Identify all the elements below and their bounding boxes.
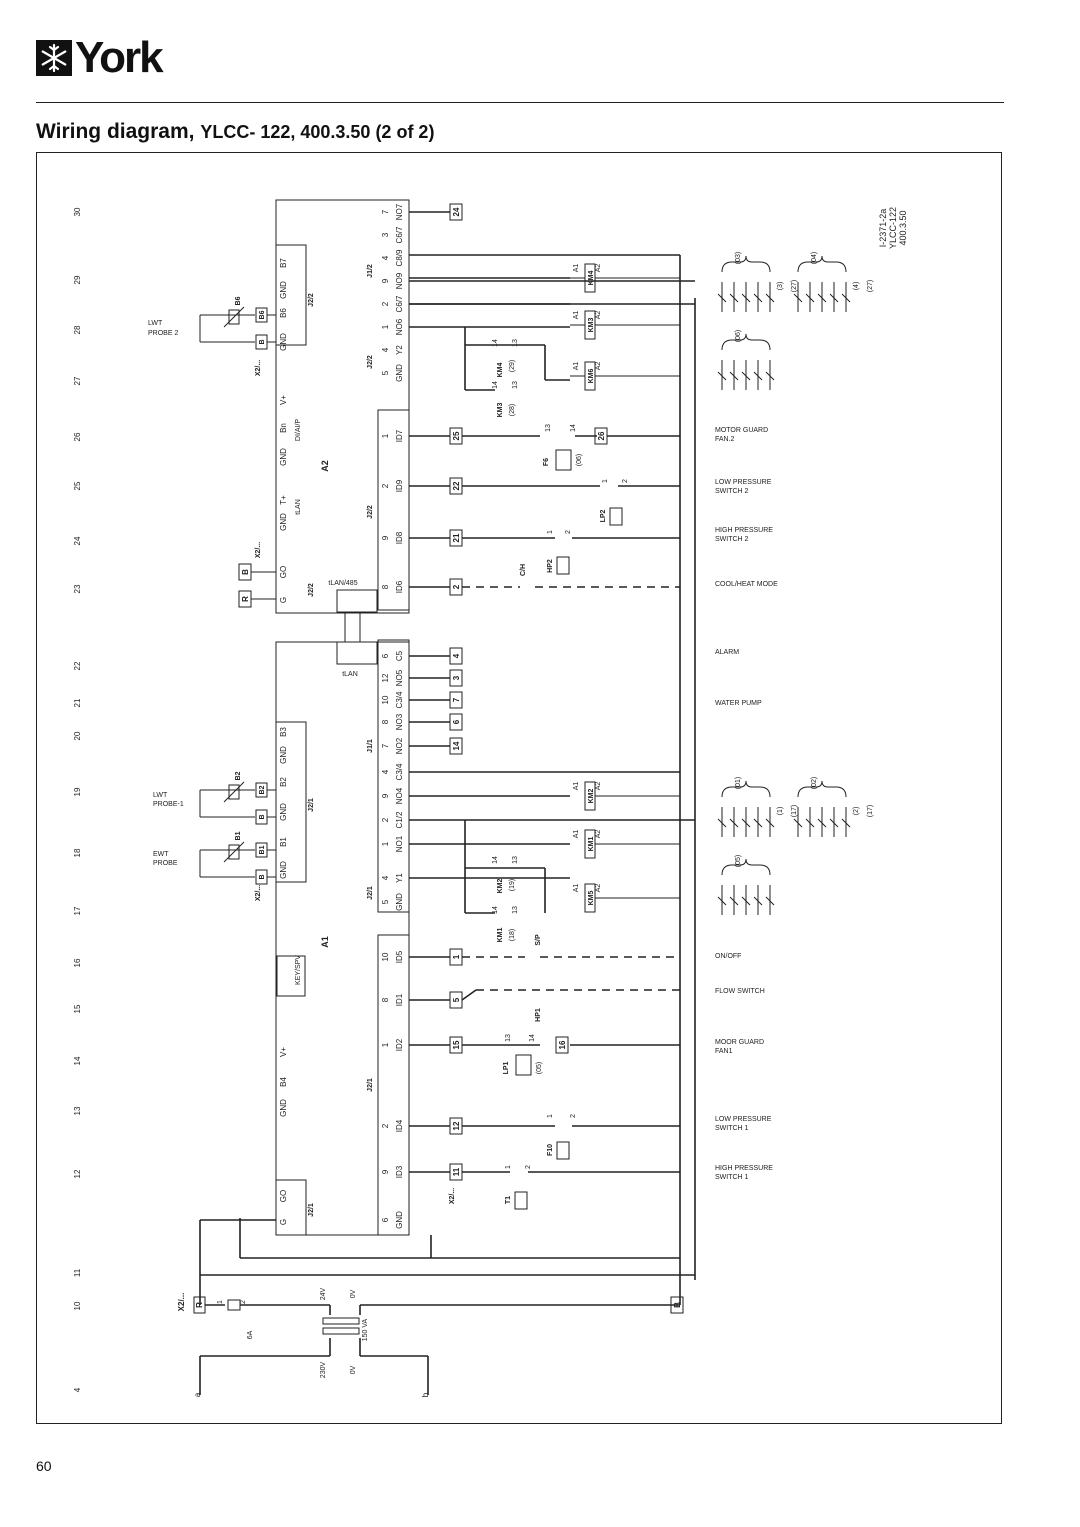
pin-signal: C6/7 (395, 295, 404, 313)
pressure-switch (515, 1192, 527, 1209)
contact-pin: 14 (492, 906, 499, 914)
function-label: LOW PRESSURE (715, 479, 772, 486)
input-block (378, 935, 409, 1235)
sensor-terminal: B (259, 814, 266, 820)
pin-number: 5 (381, 899, 390, 905)
contact-ref: (05) (735, 854, 742, 868)
grid-number: 19 (73, 787, 82, 797)
pin-number: 4 (381, 875, 390, 881)
transformer-core (323, 1328, 359, 1334)
terminal-label: 7 (452, 697, 461, 703)
contact-ref: (27) (791, 279, 798, 293)
contact-brace (722, 859, 770, 875)
contact-label: KM4 (497, 362, 504, 378)
function-label: ON/OFF (715, 953, 742, 960)
grid-number: 10 (73, 1301, 82, 1311)
terminal-label: R (241, 596, 250, 602)
coil-pin: A2 (595, 781, 602, 791)
board-signal: V+ (279, 394, 288, 406)
switch-pin: 1 (547, 530, 554, 534)
contact-ref: (28) (509, 403, 516, 417)
fuse-box (556, 450, 571, 470)
rating-label: 0V (350, 1365, 357, 1375)
terminal-label: B (241, 569, 250, 575)
contactor-label: KM5 (588, 890, 595, 906)
terminal-label: 6 (452, 719, 461, 725)
pin-number: 7 (381, 743, 390, 749)
board-signal: V+ (279, 1046, 288, 1058)
board-signal: GND (279, 803, 288, 821)
contactor-label: KM4 (588, 270, 595, 286)
pin-number: 9 (381, 535, 390, 541)
function-label: FAN1 (715, 1048, 733, 1055)
component-label: LP1 (503, 1061, 510, 1075)
grid-number: 20 (73, 731, 82, 741)
contact-brace (722, 334, 770, 350)
connector-label: J2/1 (367, 886, 374, 900)
input-block (378, 410, 409, 610)
grid-number: 21 (73, 698, 82, 708)
pin-number: 4 (381, 769, 390, 775)
probe-label: EWT (153, 851, 169, 858)
contact-ref: (2) (853, 806, 860, 816)
pin-number: 8 (381, 997, 390, 1003)
contactor-label: KM6 (588, 368, 595, 384)
terminal-label: 11 (452, 1167, 461, 1177)
grid-number: 18 (73, 848, 82, 858)
pin-signal: C1/2 (395, 811, 404, 829)
pin-number: 1 (381, 324, 390, 330)
contact-pin: 13 (512, 339, 519, 347)
component-label: T1 (505, 1195, 512, 1205)
board-a2-outline (276, 200, 409, 613)
pin-signal: Y1 (395, 873, 404, 883)
grid-number: 15 (73, 1004, 82, 1014)
sensor-terminal: B2 (259, 785, 266, 795)
page-number: 60 (36, 1458, 52, 1474)
pin-number: 6 (381, 653, 390, 659)
contact-label: KM3 (497, 402, 504, 418)
board-signal: GND (279, 861, 288, 879)
sensor-label: B2 (235, 771, 242, 781)
contact-ref: (02) (811, 776, 818, 790)
pin-signal: NO2 (395, 737, 404, 755)
board-signal: GO (279, 565, 288, 579)
contactor-label: KM3 (588, 317, 595, 333)
pin-number: 2 (381, 1123, 390, 1129)
contact-brace (722, 781, 770, 797)
pin-number: 8 (381, 719, 390, 725)
pin-number: 1 (381, 1042, 390, 1048)
pin-number: 10 (381, 952, 390, 962)
grid-number: 16 (73, 958, 82, 968)
probe-label: PROBE 2 (148, 330, 179, 337)
connector-label: J2/2 (367, 355, 374, 369)
pin-signal: C8/9 (395, 249, 404, 267)
pin-signal: ID8 (395, 531, 404, 545)
switch-pin: 2 (622, 479, 629, 483)
terminal-label: 3 (452, 675, 461, 681)
fuse-box (228, 1300, 240, 1310)
grid-number: 12 (73, 1169, 82, 1179)
pin-number: 9 (381, 1169, 390, 1175)
coil-pin: A1 (573, 361, 580, 371)
pin-number: 2 (381, 817, 390, 823)
transformer-core (323, 1318, 359, 1324)
terminal-label: 22 (452, 481, 461, 491)
component-label: LP2 (600, 509, 607, 523)
switch-pin: 1 (547, 1114, 554, 1118)
pin-signal: GND (395, 1211, 404, 1229)
pin-signal: GND (395, 893, 404, 911)
fuse-box (516, 1055, 531, 1075)
pin-signal: ID9 (395, 479, 404, 493)
pin-number: 2 (381, 483, 390, 489)
probe-connector (276, 722, 306, 882)
contact-ref: (01) (735, 776, 742, 790)
terminal-label: 26 (597, 431, 606, 441)
grid-number: 26 (73, 432, 82, 442)
x2-label: X2/... (255, 359, 262, 377)
tlan485-label: tLAN/485 (328, 580, 358, 587)
grid-number: 13 (73, 1106, 82, 1116)
sensor-label: B1 (235, 831, 242, 841)
grid-number: 29 (73, 275, 82, 285)
pin-number: 2 (240, 1300, 247, 1304)
pin-signal: NO3 (395, 713, 404, 731)
function-label: HIGH PRESSURE (715, 527, 773, 534)
contact-ref: (05) (536, 1061, 543, 1075)
pin-number: 4 (381, 255, 390, 261)
function-label: SWITCH 1 (715, 1174, 749, 1181)
x2-label: X2/... (177, 1292, 186, 1312)
terminal-label: B (673, 1302, 682, 1308)
pin-number: 8 (381, 584, 390, 590)
board-signal: T+ (279, 495, 288, 505)
coil-pin: A1 (573, 883, 580, 893)
function-label: SWITCH 2 (715, 488, 749, 495)
pin-signal: NO9 (395, 272, 404, 290)
pin-signal: GND (395, 364, 404, 382)
function-label: ALARM (715, 649, 740, 656)
tlan-connector (337, 590, 377, 612)
contact-pin: 14 (529, 1034, 536, 1042)
pin-number: 3 (381, 232, 390, 238)
function-label: FAN.2 (715, 436, 735, 443)
contact-brace (798, 256, 846, 272)
switch-pin: 1 (505, 1165, 512, 1169)
pin-signal: NO7 (395, 203, 404, 221)
coil-pin: A1 (573, 829, 580, 839)
board-signal: B6 (279, 308, 288, 318)
function-label: FLOW SWITCH (715, 988, 765, 995)
contact-pin: 14 (492, 381, 499, 389)
contact-ref: (18) (509, 928, 516, 942)
board-signal: GND (279, 281, 288, 299)
pin-signal: ID7 (395, 429, 404, 443)
tlan-connector (337, 642, 377, 664)
connector-label: J2/2 (308, 293, 315, 307)
probe-label: PROBE-1 (153, 801, 184, 808)
terminal-label: 12 (452, 1121, 461, 1131)
terminal-label: 16 (558, 1040, 567, 1050)
board-signal: GND (279, 513, 288, 531)
grid-number: 17 (73, 906, 82, 916)
pin-number: 7 (381, 209, 390, 215)
pin-signal: C6/7 (395, 226, 404, 244)
contact-ref: (29) (509, 359, 516, 373)
switch-pin: 1 (602, 479, 609, 483)
function-label: HIGH PRESSURE (715, 1165, 773, 1172)
coil-pin: A2 (595, 310, 602, 320)
coil-pin: A2 (595, 263, 602, 273)
pin-signal: NO1 (395, 835, 404, 853)
component-label: F6 (543, 457, 550, 467)
contact-ref: (19) (509, 878, 516, 892)
contact-ref: (06) (735, 329, 742, 343)
contact-label: KM1 (497, 927, 504, 943)
drawing-ref: I-2371-2a (878, 208, 888, 248)
contact-brace (798, 781, 846, 797)
pin-number: 10 (381, 695, 390, 705)
wire (462, 990, 476, 1000)
board-signal: G (279, 1218, 288, 1226)
contact-pin: 14 (492, 856, 499, 864)
board-signal: GND (279, 746, 288, 764)
board-signal: B4 (279, 1077, 288, 1087)
contact-label: KM2 (497, 878, 504, 894)
function-label: WATER PUMP (715, 700, 762, 707)
terminal-label: R (195, 1302, 204, 1308)
pin-signal: Y2 (395, 345, 404, 355)
function-label: MOTOR GUARD (715, 427, 769, 434)
terminal-label: 1 (452, 954, 461, 960)
contact-ref: (03) (735, 251, 742, 265)
coil-pin: A2 (595, 883, 602, 893)
terminal-label: 5 (452, 997, 461, 1003)
connector-label: J2/2 (367, 505, 374, 519)
function-label: COOL/HEAT MODE (715, 581, 778, 588)
rating-label: 150 VA (362, 1318, 369, 1342)
contact-pin: 13 (505, 1034, 512, 1042)
terminal-label: 15 (452, 1040, 461, 1050)
terminal-label: 14 (452, 741, 461, 751)
board-signal: GND (279, 333, 288, 351)
contact-pin: 14 (492, 339, 499, 347)
probe-label: LWT (153, 792, 168, 799)
pin-signal: NO4 (395, 787, 404, 805)
grid-number: 23 (73, 584, 82, 594)
grid-number: 11 (73, 1268, 82, 1278)
pin-signal: NO5 (395, 669, 404, 687)
switch-pin: 2 (525, 1165, 532, 1169)
contact-pin: 13 (512, 906, 519, 914)
grid-number: 4 (73, 1387, 82, 1393)
probe-label: PROBE (153, 860, 178, 867)
board-a2-label: A2 (320, 460, 330, 472)
board-signal: B1 (279, 837, 288, 847)
contact-ref: (17) (867, 804, 874, 818)
component-label: F10 (547, 1143, 554, 1157)
drawing-ref: YLCC-122 (888, 206, 898, 250)
switch-pin: 2 (570, 1114, 577, 1118)
pin-number: 2 (381, 301, 390, 307)
pin-number: 12 (381, 673, 390, 683)
pin-signal: ID2 (395, 1038, 404, 1052)
pin-signal: C3/4 (395, 763, 404, 781)
pin-signal: C5 (395, 650, 404, 662)
grid-number: 30 (73, 207, 82, 217)
terminal-label: 2 (452, 584, 461, 590)
coil-pin: A1 (573, 263, 580, 273)
contact-ref: (06) (576, 453, 583, 467)
supply-label: a (193, 1392, 202, 1398)
pressure-switch (557, 557, 569, 574)
coil-pin: A1 (573, 310, 580, 320)
supply-label: b (421, 1392, 430, 1398)
contact-ref: (27) (867, 279, 874, 293)
brand-name: York (75, 33, 162, 82)
pin-signal: ID3 (395, 1165, 404, 1179)
board-signal: GND (279, 1099, 288, 1117)
connector-label: J1/2 (367, 264, 374, 278)
function-label: SWITCH 2 (715, 536, 749, 543)
component-label: C/H (520, 563, 527, 577)
terminal-label: 21 (452, 533, 461, 543)
component-label: S/P (535, 934, 542, 946)
contact-ref: (3) (777, 281, 784, 291)
title-main: Wiring diagram, (36, 120, 195, 143)
switch-pin: 2 (565, 530, 572, 534)
coil-pin: A2 (595, 829, 602, 839)
power-connector (276, 1180, 306, 1235)
component-label: HP2 (547, 559, 554, 573)
pin-signal: NO6 (395, 318, 404, 336)
x2-label: X2/... (255, 884, 262, 902)
contact-ref: (4) (853, 281, 860, 291)
contact-pin: 13 (512, 856, 519, 864)
contact-brace (722, 256, 770, 272)
contactor-label: KM2 (588, 788, 595, 804)
function-label: MOOR GUARD (715, 1039, 764, 1046)
pin-signal: ID5 (395, 950, 404, 964)
sensor-terminal: B6 (259, 310, 266, 320)
terminal-label: 24 (452, 207, 461, 217)
pin-number: 4 (381, 347, 390, 353)
x2-label: X2/... (255, 541, 262, 559)
coil-pin: A2 (595, 361, 602, 371)
pin-signal: ID4 (395, 1119, 404, 1133)
probe-label: LWT (148, 320, 163, 327)
pin-number: 5 (381, 370, 390, 376)
pin-number: 6 (381, 1217, 390, 1223)
grid-number: 28 (73, 325, 82, 335)
connector-label: J2/1 (367, 1078, 374, 1092)
keyspv-label: KEY/SPV (295, 955, 302, 985)
pin-number: 1 (381, 433, 390, 439)
title-sub: YLCC- 122, 400.3.50 (2 of 2) (200, 122, 435, 142)
board-signal: B2 (279, 777, 288, 787)
contact-ref: (04) (811, 251, 818, 265)
board-signal: Bn (279, 423, 288, 433)
terminal-label: 4 (452, 653, 461, 659)
contactor-label: KM1 (588, 836, 595, 852)
connector-label: J2/1 (308, 1203, 315, 1217)
contact-ref: (17) (791, 804, 798, 818)
sensor-terminal: B1 (259, 845, 266, 855)
x2-label: X2/... (449, 1187, 456, 1205)
rating-label: 24V (320, 1287, 327, 1301)
pin-signal: ID6 (395, 580, 404, 594)
sensor-label: B6 (235, 296, 242, 306)
board-label: tLAN (295, 499, 302, 515)
function-label: SWITCH 1 (715, 1125, 749, 1132)
pin-number: 9 (381, 278, 390, 284)
tlan-label: tLAN (342, 671, 358, 678)
grid-number: 24 (73, 536, 82, 546)
terminal-label: 25 (452, 431, 461, 441)
connector-label: J2/1 (308, 798, 315, 812)
board-a1-label: A1 (320, 936, 330, 948)
grid-number: 27 (73, 376, 82, 386)
board-signal: B7 (279, 258, 288, 268)
pin-number: 9 (381, 793, 390, 799)
component-label: HP1 (535, 1008, 542, 1022)
grid-number: 22 (73, 661, 82, 671)
board-a1-outline (276, 642, 409, 1235)
pin-number: 1 (217, 1300, 224, 1304)
rating-label: 0V (350, 1289, 357, 1299)
contact-ref: (1) (777, 806, 784, 816)
contact-pin: 13 (545, 424, 552, 432)
drawing-ref: 400.3.50 (898, 210, 908, 246)
connector-label: J1/1 (367, 739, 374, 753)
coil-pin: A1 (573, 781, 580, 791)
pin-number: 1 (381, 841, 390, 847)
sensor-terminal: B (259, 874, 266, 880)
pressure-switch (557, 1142, 569, 1159)
grid-number: 14 (73, 1056, 82, 1066)
pin-signal: C3/4 (395, 691, 404, 709)
board-signal: G (279, 596, 288, 604)
connector-label: J2/2 (308, 583, 315, 597)
board-signal: B3 (279, 727, 288, 737)
rating-label: 6A (247, 1330, 254, 1340)
grid-number: 25 (73, 481, 82, 491)
contact-pin: 14 (570, 424, 577, 432)
sensor-terminal: B (259, 339, 266, 345)
board-label: DI/AI/P (295, 418, 302, 442)
board-signal: GO (279, 1189, 288, 1203)
function-label: LOW PRESSURE (715, 1116, 772, 1123)
contact-pin: 13 (512, 381, 519, 389)
board-signal: GND (279, 448, 288, 466)
pin-signal: ID1 (395, 993, 404, 1007)
pressure-switch (610, 508, 622, 525)
rating-label: 230V (320, 1361, 327, 1379)
